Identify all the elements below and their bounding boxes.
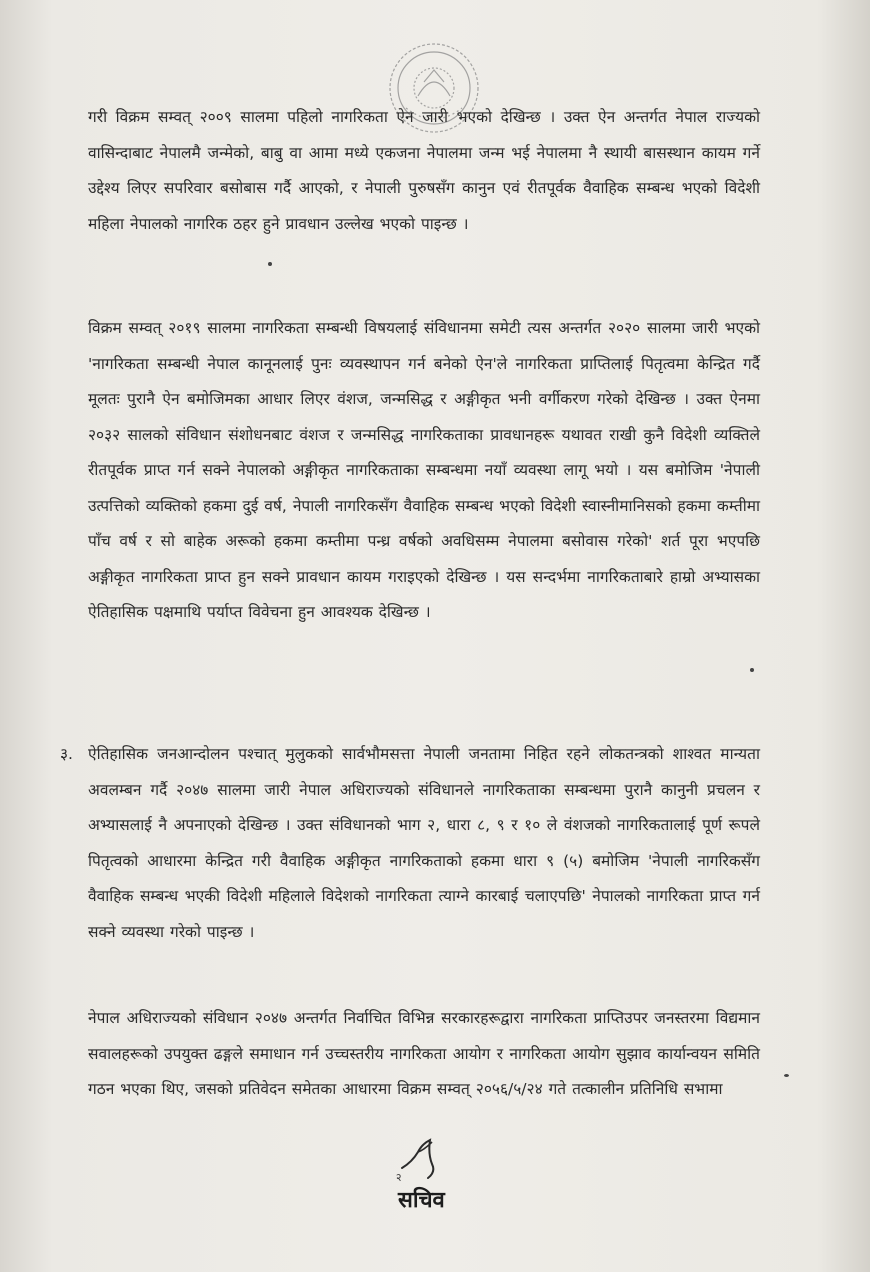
ink-speck	[750, 668, 754, 672]
item-number: ३.	[60, 745, 73, 763]
paragraph-4: नेपाल अधिराज्यको संविधान २०४७ अन्तर्गत निर्वाचित विभिन्न सरकारहरूद्वारा नागरिकता प्राप्तिउपर जनस्तरमा विद्यमान सवालहरूको उपयुक्त ढङ्गले समाधान गर्न उच्चस्तरीय नागरिकता आयोग र नागरिकता आयोग सुझाव कार्यान्वयन समिति गठन भएका थिए, जसको प्रतिवेदन समेतका आधारमा विक्रम सम्वत् २०५६/५/२४ गते तत्कालीन प्रतिनिधि सभामा	[88, 1009, 760, 1098]
signatory-title: सचिव	[398, 1188, 445, 1213]
paragraph-3: ऐतिहासिक जनआन्दोलन पश्चात् मुलुकको सार्वभौमसत्ता नेपाली जनतामा निहित रहने लोकतन्त्रको शाश्वत मान्यता अवलम्बन गर्दै २०४७ सालमा जारी नेपाल अधिराज्यको संविधानले नागरिकताका सम्बन्धमा पुरानै कानुनी प्रचलन र अभ्यासलाई नै अपनाएको देखिन्छ । उक्त संविधानको भाग २, धारा ८, ९ र १० ले वंशजको नागरिकतालाई पूर्ण रूपले पितृत्वको आधारमा केन्द्रित गरी वैवाहिक अङ्गीकृत नागरिकताको हकमा धारा ९ (५) बमोजिम 'नेपाली नागरिकसँग वैवाहिक सम्बन्ध भएकी विदेशी महिलाले विदेशको नागरिकता त्याग्ने कारबाई चलाएपछि' नेपालको नागरिकता प्राप्त गर्न सक्ने व्यवस्था गरेको पाइन्छ ।	[88, 745, 760, 941]
signature-number: २	[394, 1170, 403, 1185]
ink-speck	[784, 1074, 789, 1077]
paragraph-2: विक्रम सम्वत् २०१९ सालमा नागरिकता सम्बन्धी विषयलाई संविधानमा समेटी त्यस अन्तर्गत २०२० सालमा जारी भएको 'नागरिकता सम्बन्धी नेपाल कानूनलाई पुनः व्यवस्थापन गर्न बनेको ऐन'ले नागरिकता प्राप्तिलाई पितृत्वमा केन्द्रित गर्दै मूलतः पुरानै ऐन बमोजिमका आधार लिएर वंशज, जन्मसिद्ध र अङ्गीकृत भनी वर्गीकरण गरेको देखिन्छ । उक्त ऐनमा २०३२ सालको संविधान संशोधनबाट वंशज र जन्मसिद्ध नागरिकताका प्रावधानहरू यथावत राखी कुनै विदेशी व्यक्तिले रीतपूर्वक प्राप्त गर्न सक्ने नेपालको अङ्गीकृत नागरिकताका सम्बन्धमा नयाँ व्यवस्था लागू भयो । यस बमोजिम 'नेपाली उत्पत्तिको व्यक्तिको हकमा दुई वर्ष, नेपाली नागरिकसँग वैवाहिक सम्बन्ध भएको विदेशी स्वास्नीमानिसको हकमा कम्तीमा पाँच वर्ष र सो बाहेक अरूको हकमा कम्तीमा पन्ध्र वर्षको अवधिसम्म नेपालमा बसोवास गरेको' शर्त पूरा भएपछि अङ्गीकृत नागरिकता प्राप्त हुन सक्ने प्रावधान कायम गराइएको देखिन्छ । यस सन्दर्भमा नागरिकताबारे हाम्रो अभ्यासका ऐतिहासिक पक्षमाथि पर्याप्त विवेचना हुन आवश्यक देखिन्छ ।	[88, 319, 760, 621]
paragraph-1: गरी विक्रम सम्वत् २००९ सालमा पहिलो नागरिकता ऐन जारी भएको देखिन्छ । उक्त ऐन अन्तर्गत नेपाल राज्यको वासिन्दाबाट नेपालमै जन्मेको, बाबु वा आमा मध्ये एकजना नेपालमा जन्म भई नेपालमा नै स्थायी बासस्थान कायम गर्ने उद्देश्य लिएर सपरिवार बसोबास गर्दै आएको, र नेपाली पुरुषसँग कानुन एवं रीतपूर्वक वैवाहिक सम्बन्ध भएको विदेशी महिला नेपालको नागरिक ठहर हुने प्रावधान उल्लेख भएको पाइन्छ ।	[88, 108, 760, 233]
ink-speck	[268, 262, 272, 266]
